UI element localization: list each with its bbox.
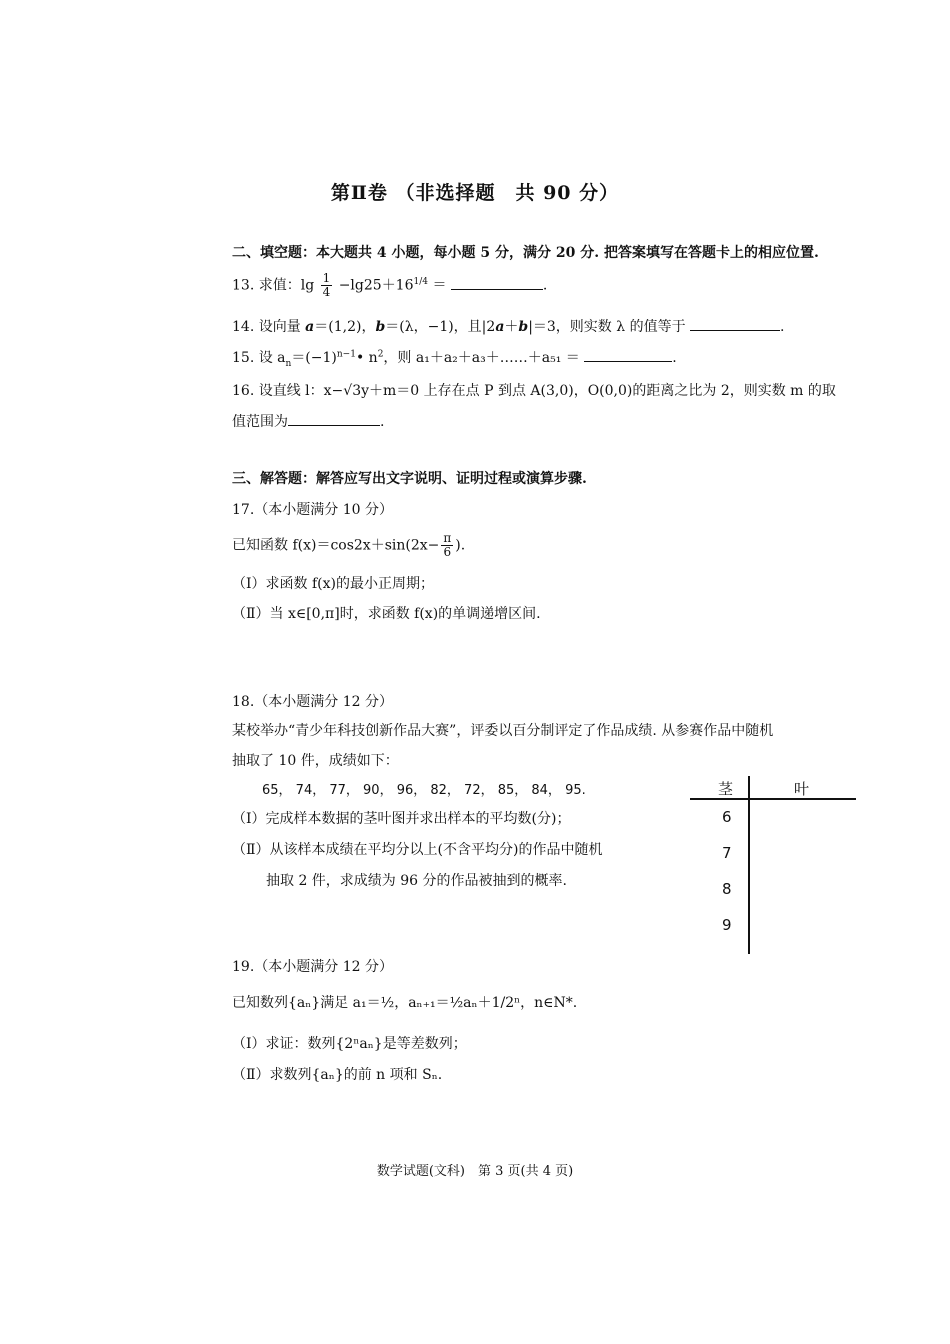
stem-leaf-table bbox=[690, 776, 858, 956]
page-title: 第Ⅱ卷 （非选择题 共 90 分） bbox=[330, 182, 620, 204]
question-19-part-2: （Ⅱ）求数列{aₙ}的前 n 项和 Sₙ. bbox=[232, 1067, 443, 1083]
stem-8: 8 bbox=[722, 880, 732, 898]
question-18-scores: 65， 74， 77， 90， 96， 82， 72， 85， 84， 95. bbox=[262, 783, 586, 798]
answer-blank-16[interactable] bbox=[288, 411, 380, 426]
stem-9: 9 bbox=[722, 916, 732, 934]
table-header-line bbox=[690, 798, 856, 800]
question-14: 14. 设向量 a＝(1,2)，b＝(λ，−1)，且|2a＋b|＝3，则实数 λ 的值等于 . bbox=[232, 316, 785, 336]
question-18-heading: 18.（本小题满分 12 分） bbox=[232, 694, 393, 710]
leaf-header: 叶 bbox=[794, 780, 810, 798]
section-2-heading: 二、填空题：本大题共 4 小题，每小题 5 分，满分 20 分. 把答案填写在答题卡上的相应位置. bbox=[232, 245, 819, 261]
question-17-part-1: （Ⅰ）求函数 f(x)的最小正周期； bbox=[232, 576, 434, 592]
question-15: 15. 设 $a_n=(-1)^{n-1}•$ $n^2$，则 a₁＋a₂＋a₃＋……＋a₅₁ ＝ . bbox=[232, 347, 677, 369]
table-divider-line bbox=[748, 776, 750, 954]
question-16-line-1: 16. 设直线 l：x−√3y＋m＝0 上存在点 P 到点 A(3,0)，O(0,0)的距离之比为 2，则实数 m 的取 bbox=[232, 383, 836, 399]
question-18-part-1: （Ⅰ）完成样本数据的茎叶图并求出样本的平均数(分)； bbox=[232, 811, 571, 827]
question-13: 13. 求值：lg $\frac{1}{4}$ $-\lg 25+16^{1/4}$ ＝ . bbox=[232, 271, 548, 299]
question-18-part-2-line-1: （Ⅱ）从该样本成绩在平均分以上(不含平均分)的作品中随机 bbox=[232, 842, 603, 858]
question-18-line-2: 抽取了 10 件，成绩如下： bbox=[232, 753, 399, 769]
section-3-heading: 三、解答题：解答应写出文字说明、证明过程或演算步骤. bbox=[232, 471, 587, 487]
question-19-heading: 19.（本小题满分 12 分） bbox=[232, 959, 393, 975]
answer-blank-14[interactable] bbox=[690, 316, 780, 331]
question-17-part-2: （Ⅱ）当 x∈[0,π]时，求函数 f(x)的单调递增区间. bbox=[232, 606, 541, 622]
page-footer: 数学试题(文科) 第 3 页(共 4 页) bbox=[376, 1164, 574, 1179]
question-19-statement: 已知数列{aₙ}满足 a₁＝½，aₙ₊₁＝½aₙ＋1/2ⁿ，n∈N*. bbox=[232, 995, 578, 1011]
question-18-line-1: 某校举办“青少年科技创新作品大赛”，评委以百分制评定了作品成绩. 从参赛作品中随机 bbox=[232, 723, 774, 739]
stem-6: 6 bbox=[722, 808, 732, 826]
question-18-part-2-line-2: 抽取 2 件，求成绩为 96 分的作品被抽到的概率. bbox=[266, 873, 567, 889]
fraction-pi-over-6: $\frac{\pi}{6}$ bbox=[443, 531, 452, 559]
question-19-part-1: （Ⅰ）求证：数列{2ⁿaₙ}是等差数列； bbox=[232, 1036, 467, 1052]
question-17-statement: 已知函数 f(x)＝cos2x＋sin(2x− $\frac{\pi}{6}$ ). bbox=[232, 531, 466, 559]
answer-blank-15[interactable] bbox=[584, 347, 672, 362]
question-16-line-2: 值范围为 . bbox=[232, 411, 384, 431]
answer-blank-13[interactable] bbox=[451, 275, 543, 290]
fraction-one-quarter: $\frac{1}{4}$ bbox=[322, 271, 331, 299]
stem-header: 茎 bbox=[718, 780, 734, 798]
question-17-heading: 17.（本小题满分 10 分） bbox=[232, 502, 393, 518]
stem-7: 7 bbox=[722, 844, 732, 862]
